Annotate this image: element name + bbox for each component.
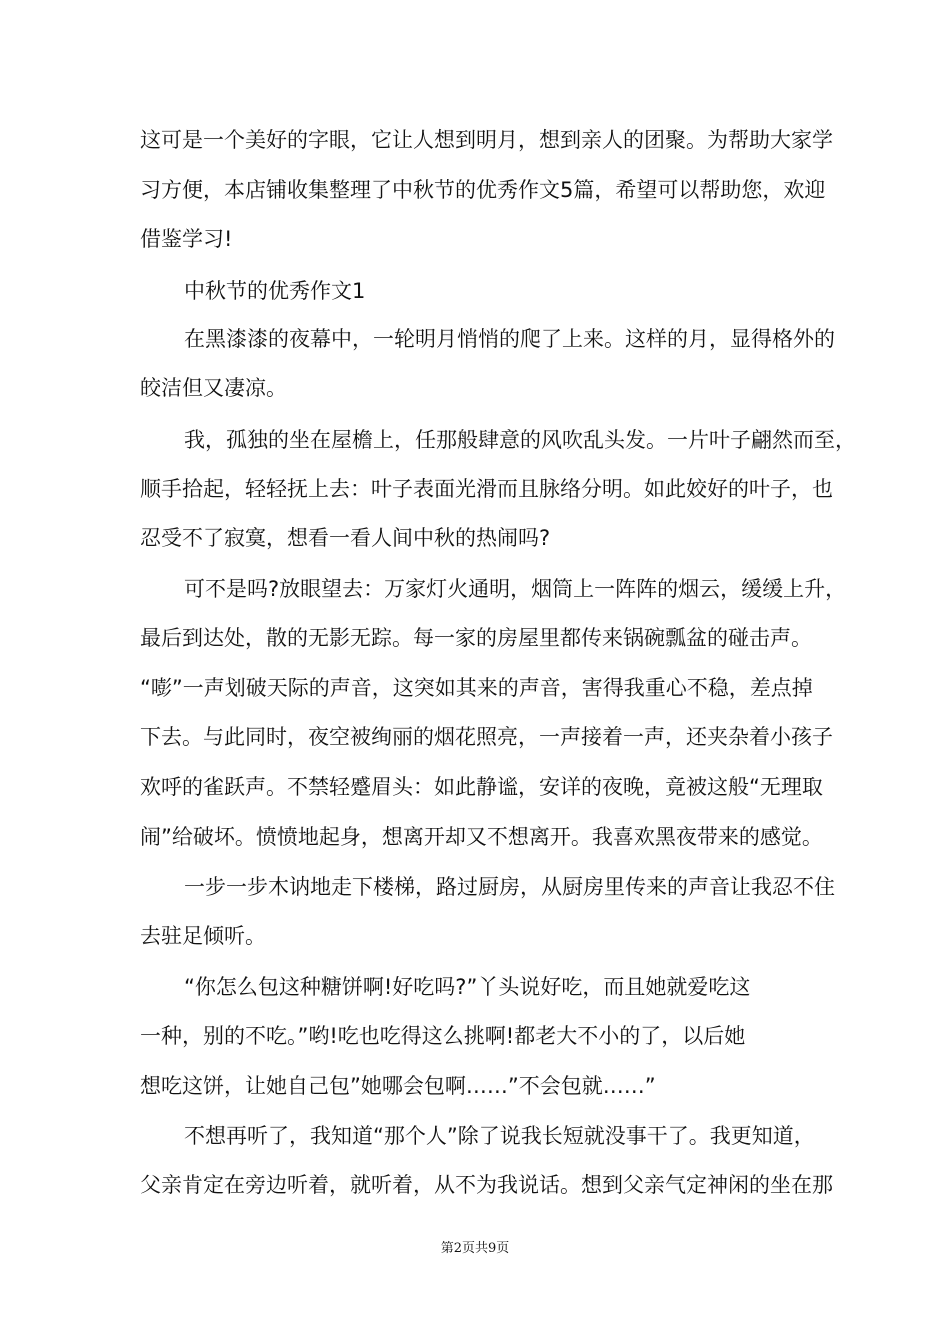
text-line: 下去。与此同时，夜空被绚丽的烟花照亮，一声接着一声，还夹杂着小孩子 [140, 725, 833, 749]
text-line: 不想再听了，我知道“那个人”除了说我长短就没事干了。我更知道， [184, 1124, 815, 1148]
text-line: 父亲肯定在旁边听着，就听着，从不为我说话。想到父亲气定神闲的坐在那 [140, 1173, 833, 1197]
text-line: 顺手拾起，轻轻抚上去：叶子表面光滑而且脉络分明。如此姣好的叶子，也 [140, 477, 833, 501]
text-line: 欢呼的雀跃声。不禁轻蹙眉头：如此静谧，安详的夜晚，竟被这般“无理取 [140, 775, 823, 799]
text-line: 想吃这饼，让她自己包”她哪会包啊……”不会包就……” [140, 1074, 656, 1098]
page-number: 第2页共9页 [440, 1241, 510, 1256]
text-line: 闹”给破坏。愤愤地起身，想离开却又不想离开。我喜欢黑夜带来的感觉。 [140, 825, 823, 849]
text-line: 皎洁但又凄凉。 [140, 376, 287, 400]
text-line: 可不是吗?放眼望去：万家灯火通明，烟筒上一阵阵的烟云，缓缓上升， [184, 577, 847, 601]
text-line: 忍受不了寂寞，想看一看人间中秋的热闹吗? [140, 526, 551, 550]
text-line: 一种，别的不吃。”哟!吃也吃得这么挑啊!都老大不小的了，以后她 [140, 1024, 746, 1048]
text-line: 最后到达处，散的无影无踪。每一家的房屋里都传来锅碗瓢盆的碰击声。 [140, 626, 812, 650]
text-line: “嘭”一声划破天际的声音，这突如其来的声音，害得我重心不稳，差点掉 [140, 676, 813, 700]
text-line: 借鉴学习! [140, 227, 233, 251]
text-line: 在黑漆漆的夜幕中，一轮明月悄悄的爬了上来。这样的月，显得格外的 [184, 327, 835, 351]
text-line: 一步一步木讷地走下楼梯，路过厨房，从厨房里传来的声音让我忍不住 [184, 875, 835, 899]
text-line: “你怎么包这种糖饼啊!好吃吗?”丫头说好吃，而且她就爱吃这 [184, 975, 751, 999]
text-line: 我，孤独的坐在屋檐上，任那般肆意的风吹乱头发。一片叶子翩然而至， [184, 428, 856, 452]
section-heading: 中秋节的优秀作文1 [184, 279, 366, 303]
text-line: 习方便，本店铺收集整理了中秋节的优秀作文5篇，希望可以帮助您，欢迎 [140, 178, 826, 202]
text-line: 这可是一个美好的字眼，它让人想到明月，想到亲人的团聚。为帮助大家学 [140, 128, 833, 152]
text-line: 去驻足倾听。 [140, 924, 266, 948]
